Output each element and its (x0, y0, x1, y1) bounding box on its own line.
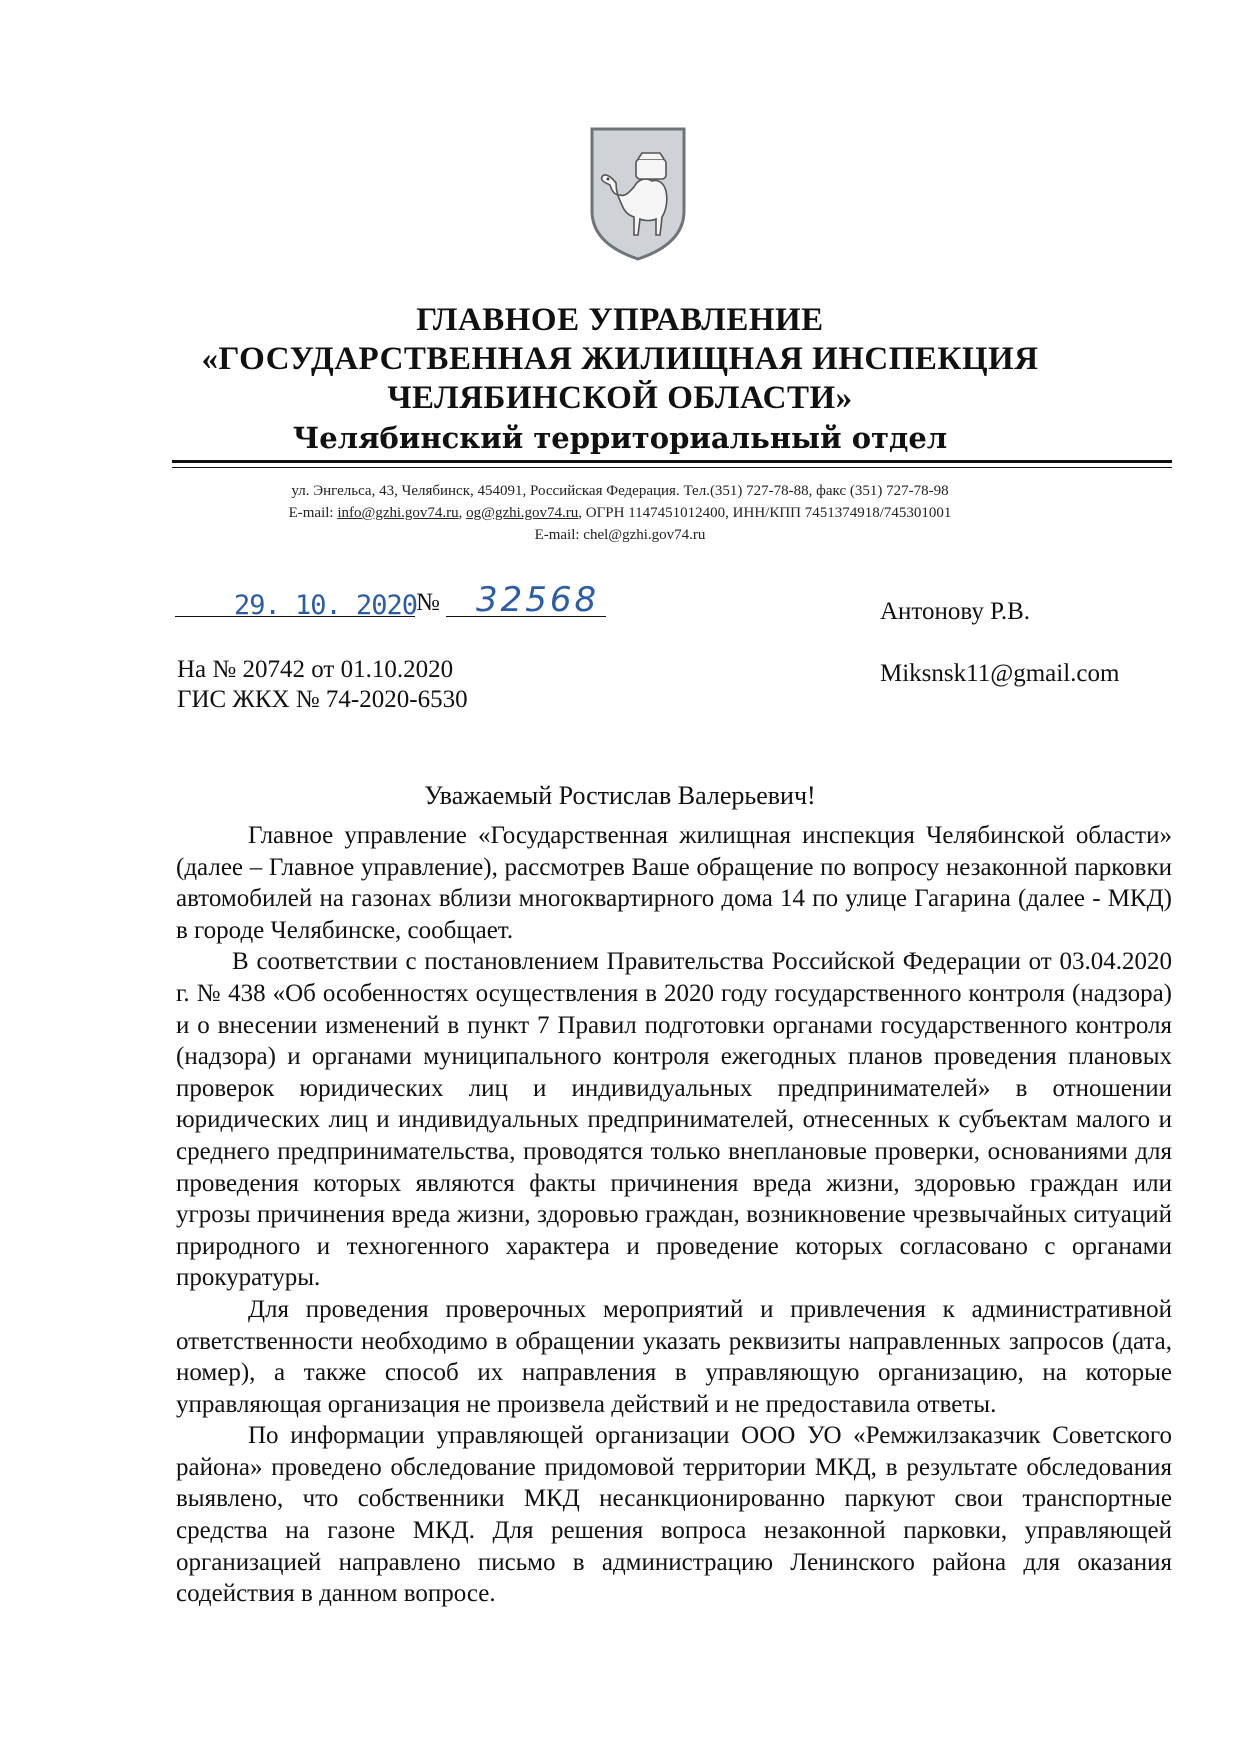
reference-line-1: На № 20742 от 01.10.2020 (177, 656, 454, 683)
email-info-link[interactable]: info@gzhi.gov74.ru (337, 505, 459, 521)
org-name-line-2: «ГОСУДАРСТВЕННАЯ ЖИЛИЩНАЯ ИНСПЕКЦИЯ (201, 341, 1039, 377)
letterhead-rule-thin (172, 467, 1172, 468)
contact-emails-line (0, 505, 1240, 522)
registration-number-handwritten: 32568 (476, 580, 600, 620)
department-name: Челябинский территориальный отдел (292, 421, 948, 455)
salutation: Уважаемый Ростислав Валерьевич! (424, 781, 816, 810)
org-name-line-3: ЧЕЛЯБИНСКОЙ ОБЛАСТИ» (387, 380, 853, 416)
recipient-email: Miksnsk11@gmail.com (880, 660, 1120, 687)
email-separator: , (458, 505, 467, 521)
coat-of-arms-icon (586, 125, 690, 263)
email-og-link[interactable]: og@gzhi.gov74.ru (466, 505, 579, 521)
recipient-name: Антонову Р.В. (880, 598, 1031, 625)
body-paragraph-2: В соответствии с постановлением Правительства Российской Федерации от 03.04.2020 г. № 438 «Об особенностях осуществления в 2020 году государственного контроля (надзора) и о внесении изменений в пункт 7 Правил подготовки органами государственного контроля (надзора) и органами муниципального контроля ежегодных планов проведения плановых проверок юридических лиц и индивидуальных предпринимателей» в отношении юридических лиц и индивидуальных предпринимателей, отнесенных к субъектам малого и среднего предпринимательства, проводятся только внеплановые проверки, основаниями для проведения которых являются факты причинения вреда жизни, здоровью граждан или угрозы причинения вреда жизни, здоровью граждан, возникновение чрезвычайных ситуаций природного и техногенного характера и проведение которых согласовано с органами прокуратуры. (176, 948, 1172, 1292)
contact-address: ул. Энгельса, 43, Челябинск, 454091, Российская Федерация. Тел.(351) 727-78-88, факс (351) 727-78-98 (291, 483, 949, 499)
registration-ids: , ОГРН 1147451012400, ИНН/КПП 7451374918/745301001 (578, 505, 952, 521)
body-paragraph-4: По информации управляющей организации ООО УО «Ремжилзаказчик Советского района» проведено обследование придомовой территории МКД, в результате обследования выявлено, что собственники МКД несанкционированно паркуют свои транспортные средства на газоне МКД. Для решения вопроса незаконной парковки, управляющей организацией направлено письмо в администрацию Ленинского района для оказания содействия в данном вопросе. (176, 1422, 1172, 1608)
body-paragraph-1: Главное управление «Государственная жилищная инспекция Челябинской области» (далее – Главное управление), рассмотрев Ваше обращение по вопросу незаконной парковки автомобилей на газонах вблизи многоквартирного дома 14 по улице Гагарина (далее - МКД) в городе Челябинске, сообщает. (176, 822, 1172, 944)
contact-chel-email: E-mail: chel@gzhi.gov74.ru (534, 527, 706, 543)
letterhead-rule-thick (172, 460, 1172, 463)
email-prefix: E-mail: (288, 505, 338, 521)
registration-date-stamp: 29. 10. 2020 (234, 590, 418, 621)
reference-line-2: ГИС ЖКХ № 74-2020-6530 (177, 686, 468, 713)
org-name-line-1: ГЛАВНОЕ УПРАВЛЕНИЕ (416, 302, 824, 338)
body-paragraph-3: Для проведения проверочных мероприятий и привлечения к административной ответственности необходимо в обращении указать реквизиты направленных запросов (дата, номер), а также способ их направления в управляющую организацию, на которые управляющая организация не произвела действий и не предоставила ответы. (176, 1295, 1172, 1418)
letter-body (176, 820, 1172, 1610)
registration-number-label: № (416, 589, 440, 616)
